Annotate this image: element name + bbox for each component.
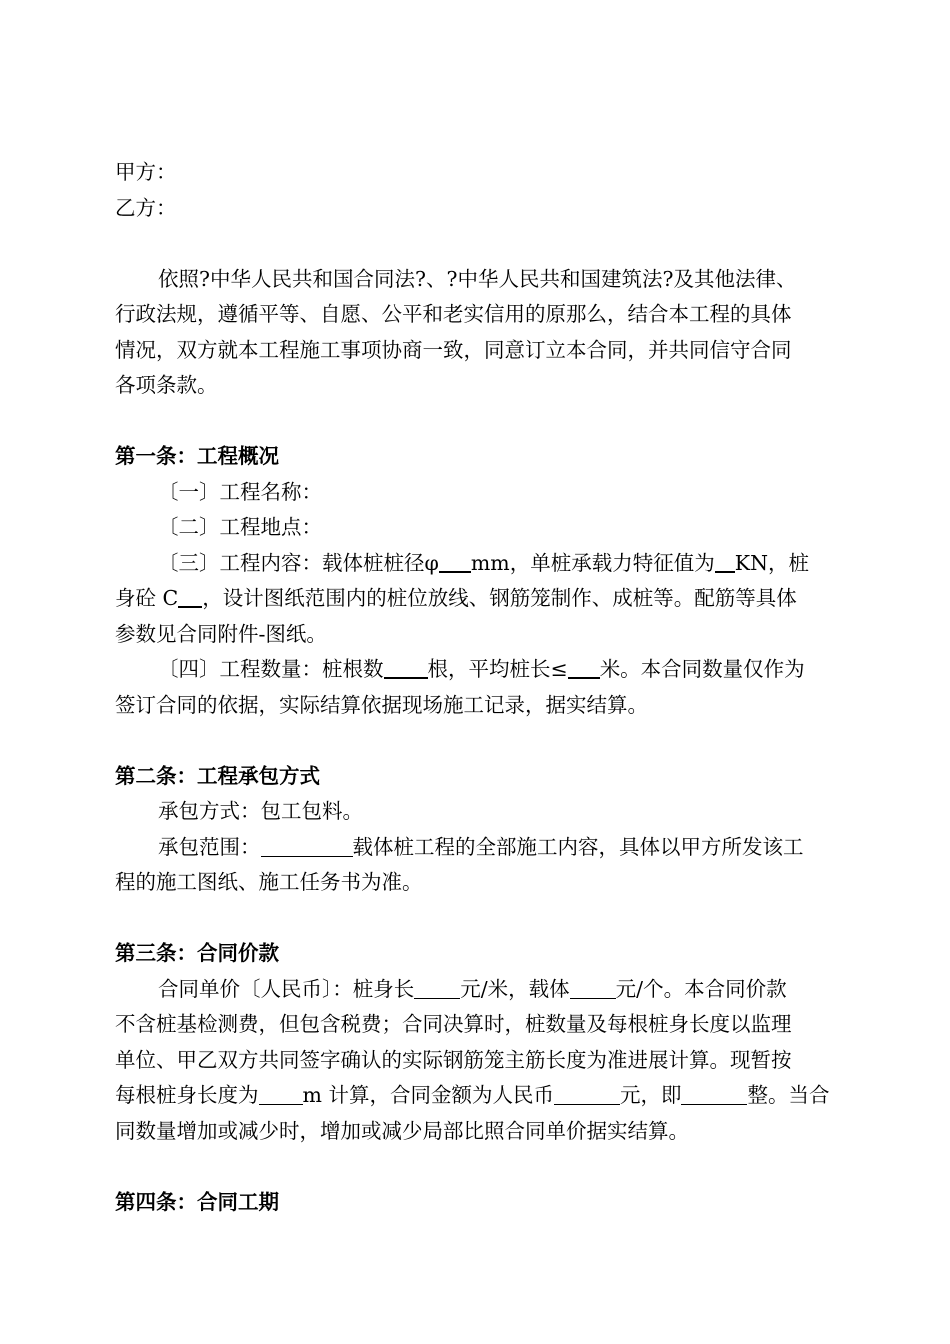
concrete-grade-blank[interactable]: [178, 586, 202, 608]
scope-blank[interactable]: [261, 836, 353, 857]
contract-scope-cont: 程的施工图纸、施工任务书为准。: [115, 870, 423, 894]
article-1-title: 第一条：工程概况: [115, 444, 279, 468]
shaft-price-blank[interactable]: [414, 978, 460, 999]
price-paragraph: 合同单价〔人民币〕：桩身长 元/米，载体 元/个。本合同价款: [158, 976, 787, 1001]
amount-words-blank[interactable]: [681, 1084, 747, 1105]
pile-count-blank[interactable]: [384, 657, 428, 679]
amount-blank[interactable]: [554, 1084, 620, 1105]
preamble-line: 情况，双方就本工程施工事项协商一致，同意订立本合同，并共同信守合同: [115, 337, 792, 362]
preamble-line: 各项条款。: [115, 373, 218, 397]
pile-diameter-blank[interactable]: [439, 551, 471, 573]
bearing-capacity-blank[interactable]: [715, 551, 735, 573]
spacer: [115, 404, 860, 440]
shaft-length-blank[interactable]: [259, 1084, 303, 1105]
project-name-item: 〔一〕工程名称：: [158, 479, 322, 504]
bulb-price-blank[interactable]: [570, 978, 616, 999]
party-a-label: 甲方：: [115, 160, 177, 184]
project-quantity-item-cont: 签订合同的依据，实际结算依据现场施工记录，据实结算。: [115, 692, 648, 717]
project-content-item: 〔三〕工程内容：载体桩桩径φ mm，单桩承载力特征值为 KN，桩: [158, 550, 810, 575]
article-2-title: 第二条：工程承包方式: [115, 763, 320, 788]
price-paragraph-cont: 每根桩身长度为 m 计算，合同金额为人民币 元，即 整。当合: [115, 1083, 830, 1107]
contract-mode: 承包方式：包工包料。: [158, 799, 363, 823]
project-content-item-cont: 参数见合同附件-图纸。: [115, 621, 327, 646]
project-location-item: 〔二〕工程地点：: [158, 515, 322, 539]
article-3-title: 第三条：合同价款: [115, 941, 279, 965]
contract-scope: 承包范围： 载体桩工程的全部施工内容，具体以甲方所发该工: [158, 834, 804, 859]
contract-page: [115, 155, 860, 1220]
party-b-label: 乙方：: [115, 195, 177, 220]
preamble-line: 依照?中华人民共和国合同法?、?中华人民共和国建筑法?及其他法律、: [158, 266, 797, 291]
spacer: [115, 901, 860, 937]
preamble-line: 行政法规，遵循平等、自愿、公平和老实信用的原那么，结合本工程的具体: [115, 302, 792, 326]
project-content-item-cont: 身砼 C ，设计图纸范围内的桩位放线、钢筋笼制作、成桩等。配筋等具体: [115, 586, 797, 610]
price-paragraph-cont: 同数量增加或减少时，增加或减少局部比照合同单价据实结算。: [115, 1118, 689, 1143]
spacer: [115, 226, 860, 262]
article-4-title: 第四条：合同工期: [115, 1189, 279, 1214]
spacer: [115, 723, 860, 759]
project-quantity-item: 〔四〕工程数量：桩根数 根，平均桩长≤ 米。本合同数量仅作为: [158, 657, 805, 681]
spacer: [115, 1149, 860, 1185]
pile-length-blank[interactable]: [568, 657, 600, 679]
price-paragraph-cont: 单位、甲乙双方共同签字确认的实际钢筋笼主筋长度为准进展计算。现暂按: [115, 1047, 792, 1072]
price-paragraph-cont: 不含桩基检测费，但包含税费；合同决算时，桩数量及每根桩身长度以监理: [115, 1012, 792, 1036]
